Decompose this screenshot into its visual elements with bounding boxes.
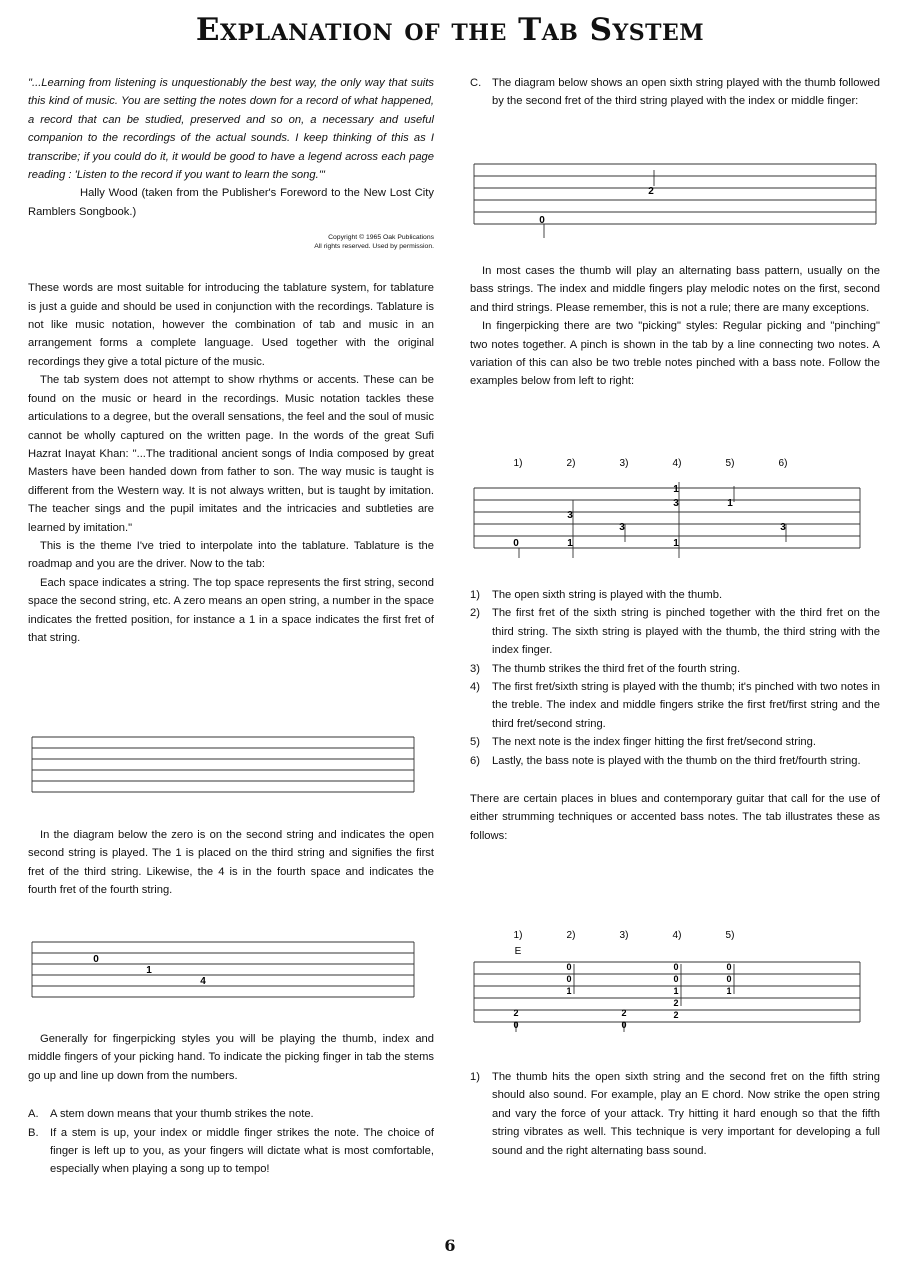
intro-paragraph: These words are most suitable for introducing the tablature system, for tablature is just a guide and should be used in conjunction with the recordings. Tablature is not like music notation, however the combination of tab and music in an arrangement forms a complete language. Used together with the original recordings they give a total picture of the music. bbox=[28, 282, 434, 368]
pinch-list bbox=[470, 586, 880, 770]
list-label: 4) bbox=[470, 681, 480, 694]
list-item bbox=[470, 74, 880, 111]
list-label: 6) bbox=[470, 754, 480, 767]
tab-note: 3 bbox=[780, 522, 786, 533]
list-text: A stem down means that your thumb strikes the note. bbox=[50, 1108, 314, 1121]
example-label: 4) bbox=[672, 930, 682, 941]
tab-staff-example-3-svg bbox=[470, 452, 880, 562]
copyright-line-1: Copyright © 1965 Oak Publications bbox=[328, 234, 434, 242]
tab-staff-example-2-svg bbox=[470, 156, 880, 240]
list-item bbox=[470, 660, 880, 678]
page-number: 6 bbox=[444, 1236, 456, 1255]
tab-note: 2 bbox=[513, 1008, 519, 1018]
list-text: If a stem is up, your index or middle finger strikes the note. The choice of finger is left up to you, as your fingers will dictate what is most comfortable, especially when playing a song up to tempo! bbox=[50, 1126, 434, 1176]
tab-note: 0 bbox=[539, 215, 545, 226]
example-label: 6) bbox=[778, 458, 788, 469]
list-text: The first fret/sixth string is played with the thumb; it's pinched with two notes in the treble. The index and middle fingers strike the first fret/first string and the third fret/second string. bbox=[492, 681, 880, 730]
tab-note: 1 bbox=[673, 484, 679, 495]
list-item bbox=[470, 678, 880, 733]
tab-staff-example-1 bbox=[28, 938, 418, 1004]
rhythm-paragraph: The tab system does not attempt to show rhythms or accents. These can be found on the music or heard in the recordings. Music notation tackles these articulations to a degree, but the overall sensations, the feel and the soul of music cannot be wholly captured on the written page. In the words of the great Sufi Hazrat Inayat Khan: "...The traditional ancient songs of India composed by great Masters have been handed down from father to son. The way music is taught is different from the Western way. It is not always written, but is taught by imitation. The teacher sings and the pupil imitates and the intricacies and subtleties are learned by imitation." bbox=[28, 374, 434, 534]
list-text: The thumb hits the open sixth string and the second fret on the fifth string should also sound. For example, play an E chord. Now strike the open string and vary the force of your attack. Try hitting it hard enough so that the fifth string vibrates as well. This technique is very important for developing a full sound and the right alternating bass sound. bbox=[492, 1071, 880, 1157]
list-label: 1) bbox=[470, 1071, 480, 1083]
list-text: The next note is the index finger hitting the first fret/second string. bbox=[492, 736, 816, 749]
example-label: 5) bbox=[725, 930, 735, 941]
tab-note: 0 bbox=[513, 1020, 519, 1030]
tab-note: 3 bbox=[673, 498, 679, 509]
list-label: C. bbox=[470, 77, 482, 89]
list-label: B. bbox=[28, 1126, 39, 1139]
bass-pattern-paragraph: In most cases the thumb will play an alternating bass pattern, usually on the bass strings. The index and middle fingers play melodic notes on the first, second and third strings. Please remember, this is not a rule; there are many exceptions. bbox=[470, 265, 880, 314]
tab-staff-empty bbox=[28, 733, 418, 799]
example-label: 3) bbox=[619, 458, 629, 469]
list-text: Lastly, the bass note is played with the thumb on the third fret/fourth string. bbox=[492, 754, 861, 767]
tab-note: 0 bbox=[673, 974, 679, 984]
tab-staff-example-2 bbox=[470, 156, 880, 240]
tab-note: 1 bbox=[727, 498, 733, 509]
item-c bbox=[470, 74, 880, 111]
tab-note: 1 bbox=[146, 965, 152, 976]
theme-paragraph: This is the theme I've tried to interpolate into the tablature. Tablature is the roadmap and you are the driver. Now to the tab: bbox=[28, 539, 434, 571]
tab-note: 4 bbox=[200, 976, 206, 987]
left-column-2 bbox=[28, 826, 434, 900]
pinch-paragraph: In fingerpicking there are two "picking" styles: Regular picking and "pinching" two notes together. A pinch is shown in the tab by a line connecting two notes. A variation of this can also be two treble notes pinched with a bass note. Follow the examples below from left to right: bbox=[470, 320, 880, 388]
tab-note: 0 bbox=[566, 962, 572, 972]
diagram-explain-paragraph: In the diagram below the zero is on the second string and indicates the open second string is played. The 1 is placed on the third string and signifies the first fret of the third string. Likewise, the 4 is in the fourth space and indicates the fourth fret of the fourth string. bbox=[28, 829, 434, 897]
right-column-3 bbox=[470, 586, 880, 845]
example-label: 4) bbox=[672, 458, 682, 469]
list-label: 2) bbox=[470, 607, 480, 620]
tab-note: 1 bbox=[567, 538, 573, 549]
tab-staff-empty-svg bbox=[28, 733, 418, 799]
list-text: The diagram below shows an open sixth string played with the thumb followed by the second fret of the third string played with the index or middle finger: bbox=[492, 77, 880, 108]
list-label: 3) bbox=[470, 662, 480, 675]
page-title: Explanation of the Tab System bbox=[195, 12, 705, 48]
tab-staff-example-1-svg bbox=[28, 938, 418, 1004]
tab-note: 0 bbox=[726, 962, 732, 972]
tab-note: 0 bbox=[513, 538, 519, 549]
tab-note: 0 bbox=[566, 974, 572, 984]
strum-list bbox=[470, 1068, 880, 1160]
tab-staff-example-4-svg bbox=[470, 924, 880, 1034]
tab-note: 0 bbox=[93, 954, 99, 965]
tab-note: 0 bbox=[726, 974, 732, 984]
tab-staff-example-3 bbox=[470, 452, 880, 562]
left-column bbox=[28, 74, 434, 647]
example-label: 2) bbox=[566, 930, 576, 941]
example-label: 1) bbox=[513, 458, 523, 469]
tab-note: 0 bbox=[673, 962, 679, 972]
list-label: A. bbox=[28, 1108, 39, 1121]
tab-note: 3 bbox=[619, 522, 625, 533]
tab-note: 2 bbox=[673, 998, 679, 1008]
copyright-line-2: All rights reserved. Used by permission. bbox=[314, 243, 434, 251]
example-label: 2) bbox=[566, 458, 576, 469]
stem-list bbox=[28, 1105, 434, 1179]
list-text: The thumb strikes the third fret of the fourth string. bbox=[492, 662, 741, 675]
list-item bbox=[470, 586, 880, 604]
quote-attribution: Hally Wood (taken from the Publisher's Foreword to the New Lost City Ramblers Songbook.) bbox=[28, 187, 434, 218]
left-column-3 bbox=[28, 1030, 434, 1179]
tab-note: 2 bbox=[648, 186, 654, 197]
tab-note: 2 bbox=[673, 1010, 679, 1020]
tab-note: 1 bbox=[673, 986, 679, 996]
list-item bbox=[28, 1105, 434, 1123]
example-label: 3) bbox=[619, 930, 629, 941]
right-column bbox=[470, 74, 880, 111]
example-label: 5) bbox=[725, 458, 735, 469]
tab-note: 0 bbox=[621, 1020, 627, 1030]
list-item bbox=[470, 1068, 880, 1160]
tab-note: 1 bbox=[566, 986, 572, 996]
list-item bbox=[28, 1124, 434, 1179]
example-label: 1) bbox=[513, 930, 523, 941]
list-label: 5) bbox=[470, 736, 480, 749]
list-label: 1) bbox=[470, 589, 480, 601]
right-column-4 bbox=[470, 1068, 880, 1160]
list-item bbox=[470, 752, 880, 770]
list-text: The open sixth string is played with the thumb. bbox=[492, 589, 723, 601]
space-paragraph: Each space indicates a string. The top space represents the first string, second space the second string, etc. A zero means an open string, a number in the space indicates the fretted position, for instance a 1 in a space indicates the first fret of that string. bbox=[28, 576, 434, 644]
list-item bbox=[470, 733, 880, 751]
list-text: The first fret of the sixth string is pinched together with the third fret on the third string. The sixth string is played with the thumb, the third string with the index finger. bbox=[492, 607, 880, 657]
strumming-paragraph: There are certain places in blues and contemporary guitar that call for the use of either strumming techniques or accented bass notes. The tab illustrates these as follows: bbox=[470, 793, 880, 842]
quote-paragraph: "...Learning from listening is unquestionably the best way, the only way that suits this kind of music. You are setting the notes down for a record of what happened, a record that can be studied, preserved and so on, a necessary and useful companion to the recordings of the actual sounds. I keep thinking of this as I transcribe; if you could do it, it would be good to have a legend across each page reading : 'Listen to the record if you want to learn the song.'" bbox=[28, 77, 434, 182]
right-column-2 bbox=[470, 262, 880, 391]
fingerpicking-paragraph: Generally for fingerpicking styles you will be playing the thumb, index and middle fingers of your picking hand. To indicate the picking finger in tab the stems go up and line up down from the numbers. bbox=[28, 1033, 434, 1082]
tab-note: 2 bbox=[621, 1008, 627, 1018]
tab-staff-example-4 bbox=[470, 924, 880, 1034]
tab-note: 3 bbox=[567, 510, 573, 521]
tab-note: 1 bbox=[673, 538, 679, 549]
list-item bbox=[470, 604, 880, 659]
tab-note: 1 bbox=[726, 986, 732, 996]
chord-name: E bbox=[514, 946, 522, 957]
